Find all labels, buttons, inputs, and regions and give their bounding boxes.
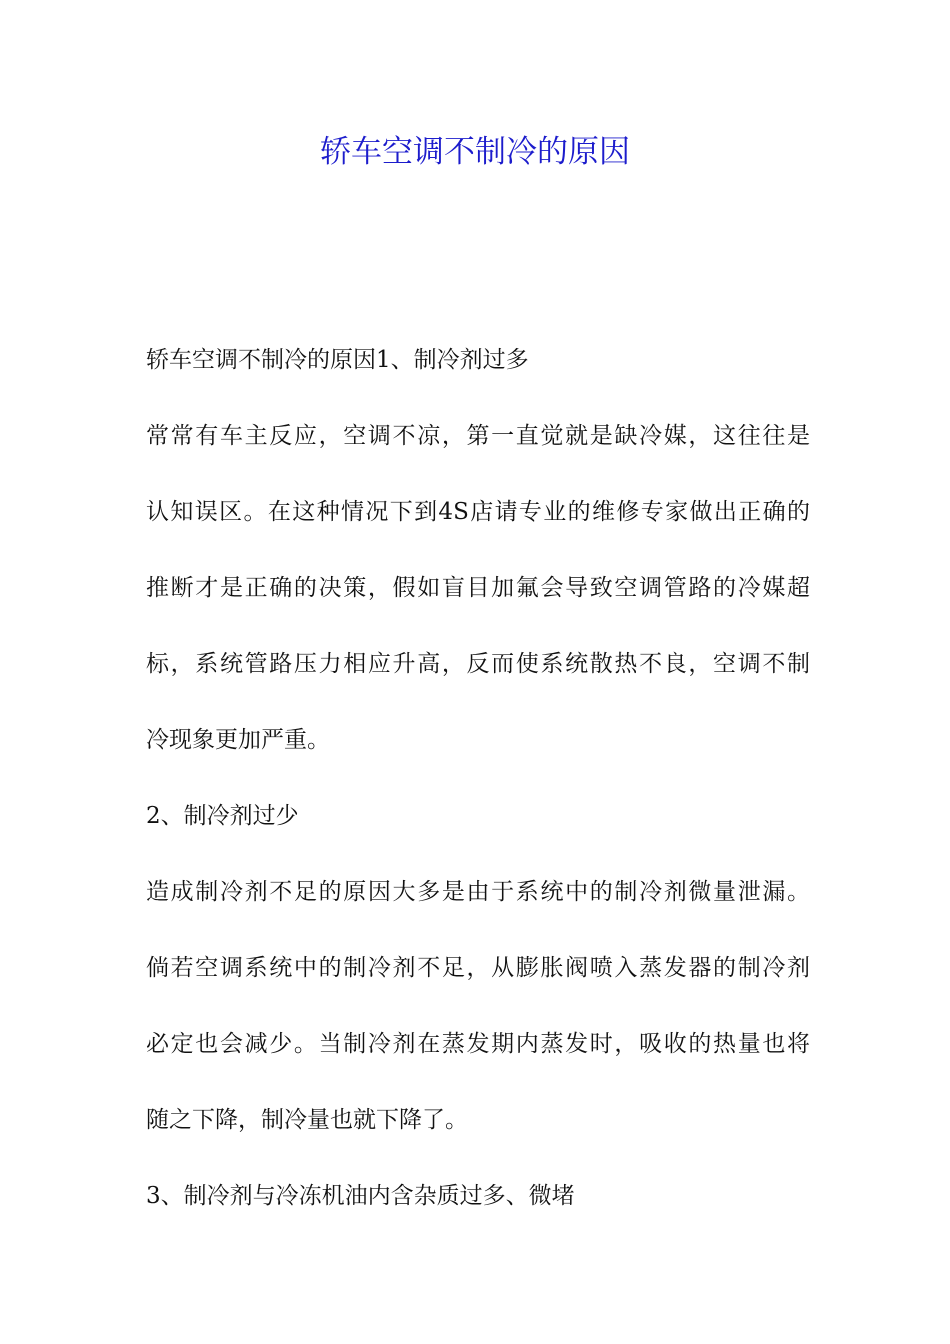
paragraph-line: 倘若空调系统中的制冷剂不足，从膨胀阀喷入蒸发器的制冷剂 bbox=[146, 955, 810, 981]
paragraph-line: 冷现象更加严重。 bbox=[146, 727, 330, 753]
section-heading: 2、制冷剂过少 bbox=[146, 803, 299, 829]
paragraph-line: 认知误区。在这种情况下到4S店请专业的维修专家做出正确的 bbox=[146, 499, 810, 525]
paragraph-line: 随之下降，制冷量也就下降了。 bbox=[146, 1107, 468, 1133]
paragraph-line: 常常有车主反应，空调不凉，第一直觉就是缺冷媒，这往往是 bbox=[146, 423, 810, 449]
paragraph-line: 标，系统管路压力相应升高，反而使系统散热不良，空调不制 bbox=[146, 651, 810, 677]
document-title: 轿车空调不制冷的原因 bbox=[320, 134, 630, 170]
section-heading: 轿车空调不制冷的原因1、制冷剂过多 bbox=[146, 347, 529, 373]
paragraph-line: 必定也会减少。当制冷剂在蒸发期内蒸发时，吸收的热量也将 bbox=[146, 1031, 810, 1057]
section-heading: 3、制冷剂与冷冻机油内含杂质过多、微堵 bbox=[146, 1183, 575, 1209]
paragraph-line: 推断才是正确的决策，假如盲目加氟会导致空调管路的冷媒超 bbox=[146, 575, 810, 601]
document-body bbox=[146, 341, 810, 1253]
paragraph-line: 造成制冷剂不足的原因大多是由于系统中的制冷剂微量泄漏。 bbox=[146, 879, 810, 905]
